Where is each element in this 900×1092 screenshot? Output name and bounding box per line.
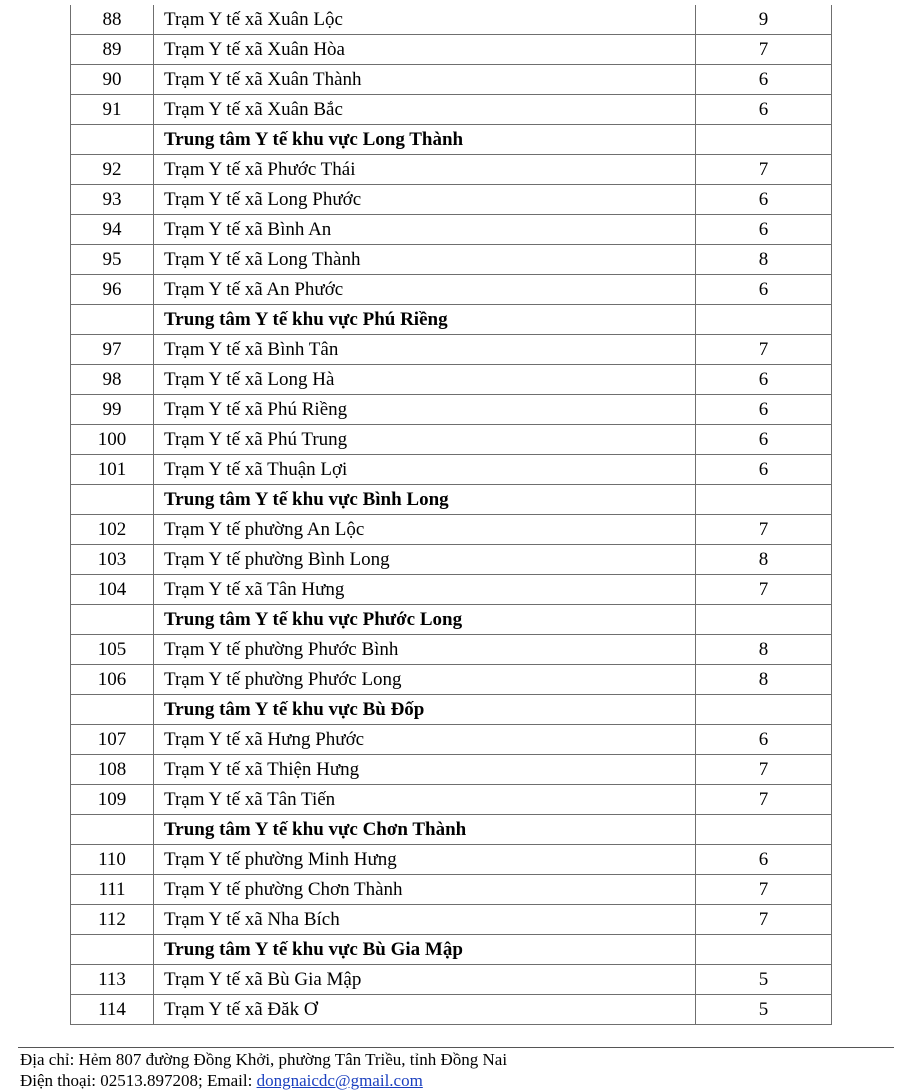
stt-cell (71, 815, 154, 845)
stt-cell: 103 (71, 545, 154, 575)
stt-cell: 92 (71, 155, 154, 185)
station-name-cell: Trạm Y tế xã Đăk Ơ (154, 995, 696, 1025)
table-row (71, 755, 832, 785)
table-row (71, 515, 832, 545)
table-row (71, 575, 832, 605)
station-name-cell: Trạm Y tế xã Nha Bích (154, 905, 696, 935)
stt-cell: 108 (71, 755, 154, 785)
count-cell: 7 (696, 575, 832, 605)
count-cell: 7 (696, 755, 832, 785)
station-name-cell: Trạm Y tế xã Xuân Hòa (154, 35, 696, 65)
stt-cell: 94 (71, 215, 154, 245)
stt-cell: 93 (71, 185, 154, 215)
count-cell (696, 125, 832, 155)
station-name-cell: Trạm Y tế xã Bình Tân (154, 335, 696, 365)
stt-cell (71, 125, 154, 155)
count-cell: 6 (696, 395, 832, 425)
table-row (71, 845, 832, 875)
group-header-row (71, 695, 832, 725)
count-cell (696, 695, 832, 725)
count-cell: 7 (696, 875, 832, 905)
group-header-row (71, 305, 832, 335)
station-name-cell: Trạm Y tế phường Phước Long (154, 665, 696, 695)
count-cell: 7 (696, 515, 832, 545)
stt-cell: 105 (71, 635, 154, 665)
count-cell: 9 (696, 5, 832, 35)
group-name-cell: Trung tâm Y tế khu vực Long Thành (154, 125, 696, 155)
count-cell: 6 (696, 185, 832, 215)
stt-cell: 89 (71, 35, 154, 65)
count-cell: 6 (696, 275, 832, 305)
count-cell: 7 (696, 785, 832, 815)
table-row (71, 425, 832, 455)
stt-cell: 109 (71, 785, 154, 815)
stt-cell: 111 (71, 875, 154, 905)
count-cell (696, 815, 832, 845)
stt-cell: 102 (71, 515, 154, 545)
station-name-cell: Trạm Y tế xã Xuân Bắc (154, 95, 696, 125)
table-row (71, 995, 832, 1025)
station-name-cell: Trạm Y tế xã Phước Thái (154, 155, 696, 185)
station-table-body (71, 5, 832, 1025)
count-cell: 6 (696, 845, 832, 875)
group-header-row (71, 815, 832, 845)
count-cell: 6 (696, 365, 832, 395)
group-name-cell: Trung tâm Y tế khu vực Bù Gia Mập (154, 935, 696, 965)
stt-cell: 97 (71, 335, 154, 365)
stt-cell (71, 605, 154, 635)
station-name-cell: Trạm Y tế xã Phú Riềng (154, 395, 696, 425)
count-cell: 6 (696, 65, 832, 95)
table-row (71, 245, 832, 275)
stt-cell: 110 (71, 845, 154, 875)
count-cell: 8 (696, 635, 832, 665)
count-cell: 6 (696, 95, 832, 125)
table-row (71, 965, 832, 995)
group-header-row (71, 935, 832, 965)
station-name-cell: Trạm Y tế xã An Phước (154, 275, 696, 305)
count-cell: 5 (696, 995, 832, 1025)
station-name-cell: Trạm Y tế phường An Lộc (154, 515, 696, 545)
station-name-cell: Trạm Y tế xã Phú Trung (154, 425, 696, 455)
footer (20, 1049, 507, 1091)
footer-address: Địa chỉ: Hẻm 807 đường Đồng Khởi, phường Tân Triều, tỉnh Đồng Nai (20, 1050, 508, 1069)
table-row (71, 155, 832, 185)
stt-cell: 113 (71, 965, 154, 995)
station-name-cell: Trạm Y tế xã Bù Gia Mập (154, 965, 696, 995)
station-name-cell: Trạm Y tế phường Bình Long (154, 545, 696, 575)
table-row (71, 725, 832, 755)
group-header-row (71, 485, 832, 515)
table-row (71, 545, 832, 575)
count-cell: 7 (696, 35, 832, 65)
stt-cell: 99 (71, 395, 154, 425)
stt-cell: 90 (71, 65, 154, 95)
station-name-cell: Trạm Y tế xã Thiện Hưng (154, 755, 696, 785)
table-row (71, 905, 832, 935)
table-row (71, 275, 832, 305)
group-name-cell: Trung tâm Y tế khu vực Phú Riềng (154, 305, 696, 335)
station-name-cell: Trạm Y tế xã Long Hà (154, 365, 696, 395)
stt-cell: 114 (71, 995, 154, 1025)
count-cell: 7 (696, 155, 832, 185)
count-cell (696, 305, 832, 335)
stt-cell: 112 (71, 905, 154, 935)
count-cell: 8 (696, 665, 832, 695)
table-row (71, 35, 832, 65)
count-cell (696, 485, 832, 515)
group-name-cell: Trung tâm Y tế khu vực Bình Long (154, 485, 696, 515)
group-name-cell: Trung tâm Y tế khu vực Chơn Thành (154, 815, 696, 845)
table-row (71, 785, 832, 815)
count-cell: 8 (696, 545, 832, 575)
station-name-cell: Trạm Y tế xã Xuân Lộc (154, 5, 696, 35)
table-row (71, 65, 832, 95)
station-name-cell: Trạm Y tế phường Chơn Thành (154, 875, 696, 905)
stt-cell: 98 (71, 365, 154, 395)
count-cell: 7 (696, 335, 832, 365)
table-row (71, 395, 832, 425)
station-name-cell: Trạm Y tế xã Long Phước (154, 185, 696, 215)
group-name-cell: Trung tâm Y tế khu vực Bù Đốp (154, 695, 696, 725)
station-name-cell: Trạm Y tế phường Phước Bình (154, 635, 696, 665)
stt-cell: 107 (71, 725, 154, 755)
station-table (70, 5, 832, 1025)
station-name-cell: Trạm Y tế xã Tân Tiến (154, 785, 696, 815)
group-header-row (71, 125, 832, 155)
station-name-cell: Trạm Y tế xã Hưng Phước (154, 725, 696, 755)
stt-cell (71, 935, 154, 965)
station-name-cell: Trạm Y tế xã Bình An (154, 215, 696, 245)
table-row (71, 455, 832, 485)
table-row (71, 635, 832, 665)
footer-email-link[interactable]: dongnaicdc@gmail.com (256, 1071, 423, 1090)
count-cell (696, 935, 832, 965)
station-name-cell: Trạm Y tế phường Minh Hưng (154, 845, 696, 875)
station-name-cell: Trạm Y tế xã Long Thành (154, 245, 696, 275)
count-cell: 7 (696, 905, 832, 935)
count-cell: 6 (696, 725, 832, 755)
count-cell (696, 605, 832, 635)
table-row (71, 5, 832, 35)
stt-cell: 91 (71, 95, 154, 125)
stt-cell: 104 (71, 575, 154, 605)
stt-cell: 96 (71, 275, 154, 305)
group-header-row (71, 605, 832, 635)
count-cell: 5 (696, 965, 832, 995)
stt-cell (71, 305, 154, 335)
count-cell: 6 (696, 425, 832, 455)
table-row (71, 875, 832, 905)
group-name-cell: Trung tâm Y tế khu vực Phước Long (154, 605, 696, 635)
stt-cell (71, 695, 154, 725)
table-row (71, 665, 832, 695)
footer-divider (18, 1047, 894, 1048)
station-name-cell: Trạm Y tế xã Tân Hưng (154, 575, 696, 605)
table-row (71, 95, 832, 125)
footer-phone: Điện thoại: 02513.897208; Email: (20, 1071, 257, 1090)
stt-cell: 95 (71, 245, 154, 275)
count-cell: 8 (696, 245, 832, 275)
station-name-cell: Trạm Y tế xã Thuận Lợi (154, 455, 696, 485)
footer-contact (20, 1070, 507, 1091)
station-name-cell: Trạm Y tế xã Xuân Thành (154, 65, 696, 95)
stt-cell: 106 (71, 665, 154, 695)
count-cell: 6 (696, 215, 832, 245)
table-row (71, 335, 832, 365)
table-row (71, 185, 832, 215)
table-row (71, 365, 832, 395)
stt-cell: 101 (71, 455, 154, 485)
count-cell: 6 (696, 455, 832, 485)
stt-cell: 88 (71, 5, 154, 35)
table-row (71, 215, 832, 245)
stt-cell: 100 (71, 425, 154, 455)
stt-cell (71, 485, 154, 515)
